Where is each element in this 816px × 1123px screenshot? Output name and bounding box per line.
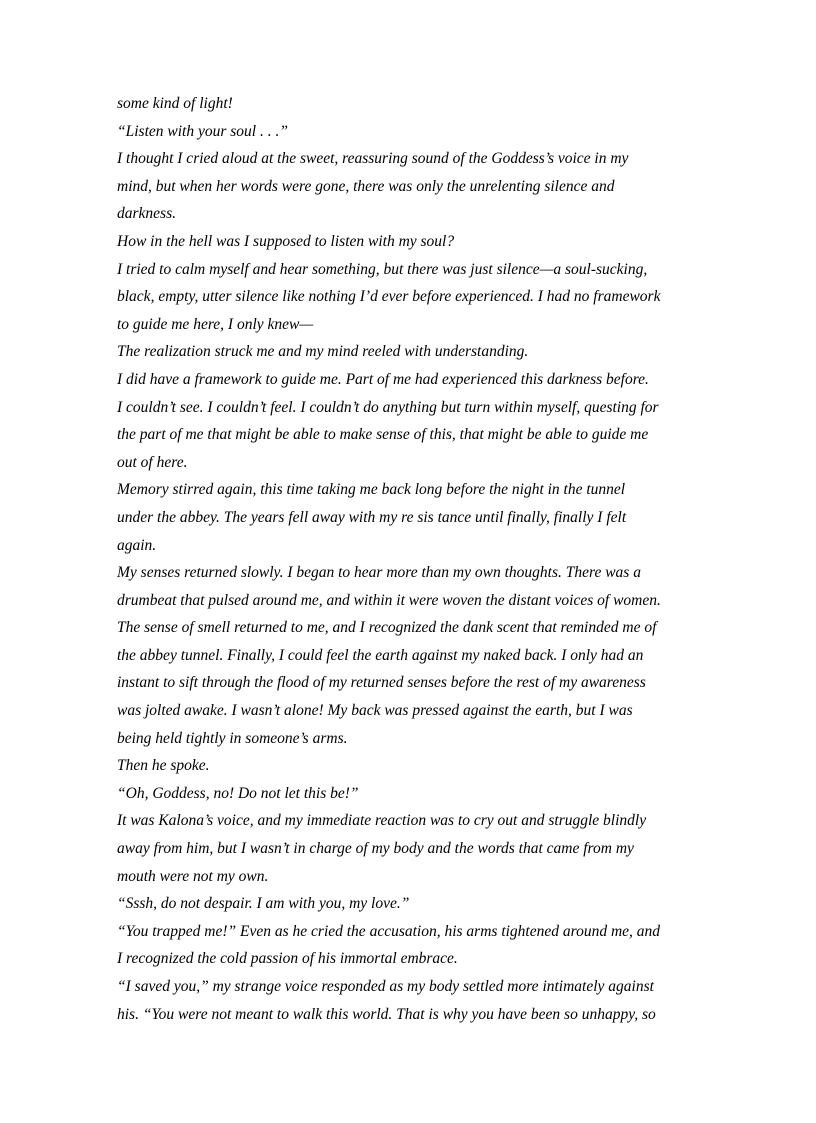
text-line: instant to sift through the flood of my returned senses before the rest of my awareness — [117, 674, 646, 692]
text-line: “I saved you,” my strange voice responded as my body settled more intimately against — [117, 978, 654, 995]
text-line: How in the hell was I supposed to listen with my soul? — [117, 232, 455, 250]
text-line: “Sssh, do not despair. I am with you, my love.” — [117, 895, 410, 913]
text-line: his. “You were not meant to walk this world. That is why you have been so unhappy, so — [117, 1005, 656, 1023]
text-line: being held tightly in someone’s arms. — [117, 729, 348, 747]
text-line: My senses returned slowly. I began to hear more than my own thoughts. There was a — [117, 564, 641, 582]
text-line: again. — [117, 536, 157, 554]
text-line: darkness. — [117, 205, 176, 223]
text-line: to guide me here, I only knew— — [117, 315, 314, 333]
text-line: under the abbey. The years fell away with my re sis tance until finally, finally I felt — [117, 508, 627, 526]
text-line: mouth were not my own. — [117, 867, 269, 885]
text-line: I couldn’t see. I couldn’t feel. I couldn’t do anything but turn within myself, questing for — [117, 398, 659, 416]
text-line: some kind of light! — [117, 95, 233, 112]
text-line: The realization struck me and my mind reeled with understanding. — [117, 343, 529, 361]
text-line: The sense of smell returned to me, and I recognized the dank scent that reminded me of — [117, 619, 657, 637]
text-line: drumbeat that pulsed around me, and within it were woven the distant voices of women. — [117, 591, 661, 609]
text-line: the part of me that might be able to make sense of this, that might be able to guide me — [117, 426, 649, 444]
text-line: out of here. — [117, 453, 188, 471]
text-line: Memory stirred again, this time taking me back long before the night in the tunnel — [117, 481, 626, 499]
text-line: I recognized the cold passion of his immortal embrace. — [117, 950, 458, 968]
text-line: It was Kalona’s voice, and my immediate reaction was to cry out and struggle blindly — [117, 812, 647, 830]
text-line: black, empty, utter silence like nothing I’d ever before experienced. I had no framework — [117, 288, 661, 306]
text-line: I did have a framework to guide me. Part of me had experienced this darkness before. — [117, 370, 649, 388]
text-line: “You trapped me!” Even as he cried the accusation, his arms tightened around me, and — [117, 922, 661, 940]
text-line: I tried to calm myself and hear something, but there was just silence—a soul-sucking, — [117, 260, 648, 278]
text-line: I thought I cried aloud at the sweet, reassuring sound of the Goddess’s voice in my — [117, 150, 629, 168]
text-line: the abbey tunnel. Finally, I could feel the earth against my naked back. I only had an — [117, 646, 644, 664]
text-line: “Oh, Goddess, no! Do not let this be!” — [117, 784, 359, 802]
text-line: was jolted awake. I wasn’t alone! My back was pressed against the earth, but I was — [117, 702, 633, 720]
body-text — [117, 90, 707, 1028]
text-line: “Listen with your soul . . .” — [117, 122, 288, 140]
text-line: mind, but when her words were gone, there was only the unrelenting silence and — [117, 177, 615, 195]
text-line: away from him, but I wasn’t in charge of my body and the words that came from my — [117, 840, 634, 858]
text-line: Then he spoke. — [117, 757, 210, 775]
